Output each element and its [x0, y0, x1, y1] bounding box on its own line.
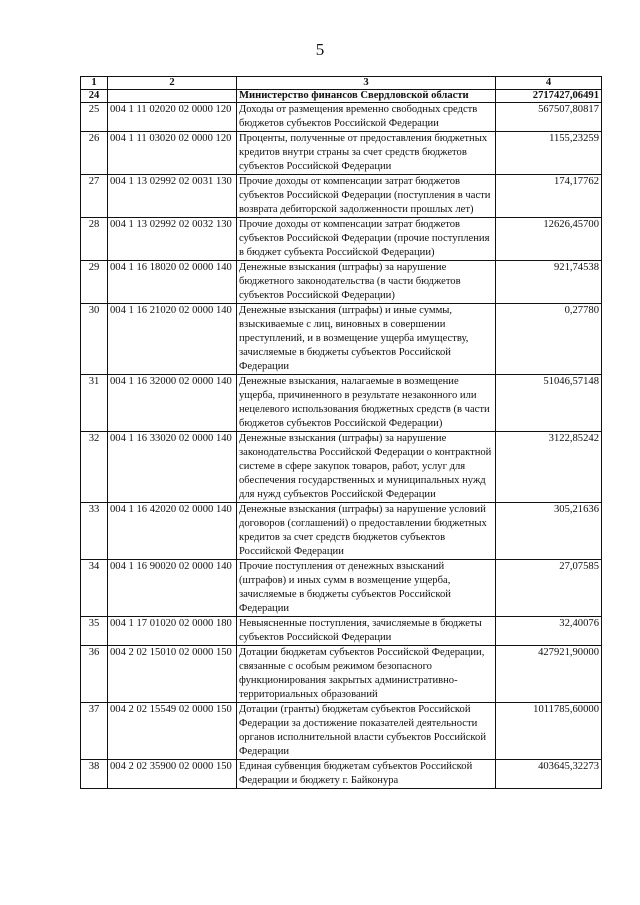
row-number: 28	[81, 218, 108, 261]
revenue-name: Денежные взыскания, налагаемые в возмещение ущерба, причиненного в результате незаконного или нецелевого использования бюджетных средств (в части бюджетов субъектов Российской Федерации)	[237, 375, 496, 432]
table-row	[81, 218, 602, 261]
amount-value: 32,40076	[496, 617, 602, 646]
table-row	[81, 175, 602, 218]
amount-value: 27,07585	[496, 560, 602, 617]
revenue-name: Денежные взыскания (штрафы) за нарушение условий договоров (соглашений) о предоставлении бюджетных кредитов за счет средств бюджетов субъектов Российской Федерации	[237, 503, 496, 560]
budget-code: 004 2 02 35900 02 0000 150	[108, 760, 237, 789]
table-body	[81, 77, 602, 789]
row-number: 27	[81, 175, 108, 218]
amount-value: 403645,32273	[496, 760, 602, 789]
amount-value: 3122,85242	[496, 432, 602, 503]
row-number: 26	[81, 132, 108, 175]
row-number: 33	[81, 503, 108, 560]
budget-code	[108, 90, 237, 103]
table-row	[81, 703, 602, 760]
row-number: 24	[81, 90, 108, 103]
ministry-row	[81, 90, 602, 103]
table-row	[81, 432, 602, 503]
revenue-name: Денежные взыскания (штрафы) за нарушение законодательства Российской Федерации о контрактной системе в сфере закупок товаров, работ, услуг для обеспечения государственных и муниципальных нужд для нужд субъектов Российской Федерации	[237, 432, 496, 503]
revenue-name: Невыясненные поступления, зачисляемые в бюджеты субъектов Российской Федерации	[237, 617, 496, 646]
column-header-1: 1	[81, 77, 108, 90]
budget-code: 004 1 16 32000 02 0000 140	[108, 375, 237, 432]
table-row	[81, 103, 602, 132]
amount-value: 921,74538	[496, 261, 602, 304]
budget-code: 004 2 02 15549 02 0000 150	[108, 703, 237, 760]
row-number: 31	[81, 375, 108, 432]
budget-code: 004 1 17 01020 02 0000 180	[108, 617, 237, 646]
amount-value: 51046,57148	[496, 375, 602, 432]
amount-value: 0,27780	[496, 304, 602, 375]
table-row	[81, 375, 602, 432]
revenue-name: Прочие доходы от компенсации затрат бюджетов субъектов Российской Федерации (прочие поступления в бюджет субъекта Российской Федерации)	[237, 218, 496, 261]
ministry-name: Министерство финансов Свердловской области	[237, 90, 496, 103]
row-number: 29	[81, 261, 108, 304]
column-header-3: 3	[237, 77, 496, 90]
row-number: 32	[81, 432, 108, 503]
table-row	[81, 560, 602, 617]
budget-code: 004 1 11 02020 02 0000 120	[108, 103, 237, 132]
amount-value: 1011785,60000	[496, 703, 602, 760]
row-number: 37	[81, 703, 108, 760]
budget-code: 004 1 16 42020 02 0000 140	[108, 503, 237, 560]
revenue-name: Дотации (гранты) бюджетам субъектов Российской Федерации за достижение показателей деятельности органов исполнительной власти субъектов Российской Федерации	[237, 703, 496, 760]
revenue-name: Денежные взыскания (штрафы) за нарушение бюджетного законодательства (в части бюджетов субъектов Российской Федерации)	[237, 261, 496, 304]
budget-code: 004 1 16 90020 02 0000 140	[108, 560, 237, 617]
revenue-name: Прочие поступления от денежных взысканий (штрафов) и иных сумм в возмещение ущерба, зачисляемые в бюджеты субъектов Российской Федерации	[237, 560, 496, 617]
amount-value: 12626,45700	[496, 218, 602, 261]
budget-code: 004 1 16 18020 02 0000 140	[108, 261, 237, 304]
budget-code: 004 2 02 15010 02 0000 150	[108, 646, 237, 703]
amount-value: 567507,80817	[496, 103, 602, 132]
amount-value: 305,21636	[496, 503, 602, 560]
budget-code: 004 1 16 21020 02 0000 140	[108, 304, 237, 375]
budget-code: 004 1 13 02992 02 0032 130	[108, 218, 237, 261]
row-number: 35	[81, 617, 108, 646]
amount-value: 174,17762	[496, 175, 602, 218]
ministry-amount: 2717427,06491	[496, 90, 602, 103]
revenue-name: Дотации бюджетам субъектов Российской Федерации, связанные с особым режимом безопасного функционирования закрытых административно-территориальных образований	[237, 646, 496, 703]
amount-value: 427921,90000	[496, 646, 602, 703]
table-row	[81, 760, 602, 789]
budget-code: 004 1 16 33020 02 0000 140	[108, 432, 237, 503]
revenue-name: Проценты, полученные от предоставления бюджетных кредитов внутри страны за счет средств бюджетов субъектов Российской Федерации	[237, 132, 496, 175]
budget-revenue-table	[80, 76, 602, 789]
table-row	[81, 617, 602, 646]
table-header-row	[81, 77, 602, 90]
table-row	[81, 132, 602, 175]
page-number: 5	[315, 40, 325, 59]
column-header-2: 2	[108, 77, 237, 90]
budget-code: 004 1 13 02992 02 0031 130	[108, 175, 237, 218]
table-row	[81, 261, 602, 304]
table-row	[81, 304, 602, 375]
amount-value: 1155,23259	[496, 132, 602, 175]
row-number: 36	[81, 646, 108, 703]
revenue-name: Единая субвенция бюджетам субъектов Российской Федерации и бюджету г. Байконура	[237, 760, 496, 789]
row-number: 25	[81, 103, 108, 132]
column-header-4: 4	[496, 77, 602, 90]
budget-code: 004 1 11 03020 02 0000 120	[108, 132, 237, 175]
row-number: 38	[81, 760, 108, 789]
table-row	[81, 646, 602, 703]
revenue-name: Прочие доходы от компенсации затрат бюджетов субъектов Российской Федерации (поступления в части возврата дебиторской задолженности прошлых лет)	[237, 175, 496, 218]
row-number: 30	[81, 304, 108, 375]
row-number: 34	[81, 560, 108, 617]
revenue-name: Денежные взыскания (штрафы) и иные суммы, взыскиваемые с лиц, виновных в совершении преступлений, и в возмещение ущерба имуществу, зачисляемые в бюджеты субъектов Российской Федерации	[237, 304, 496, 375]
table-row	[81, 503, 602, 560]
revenue-name: Доходы от размещения временно свободных средств бюджетов субъектов Российской Федерации	[237, 103, 496, 132]
